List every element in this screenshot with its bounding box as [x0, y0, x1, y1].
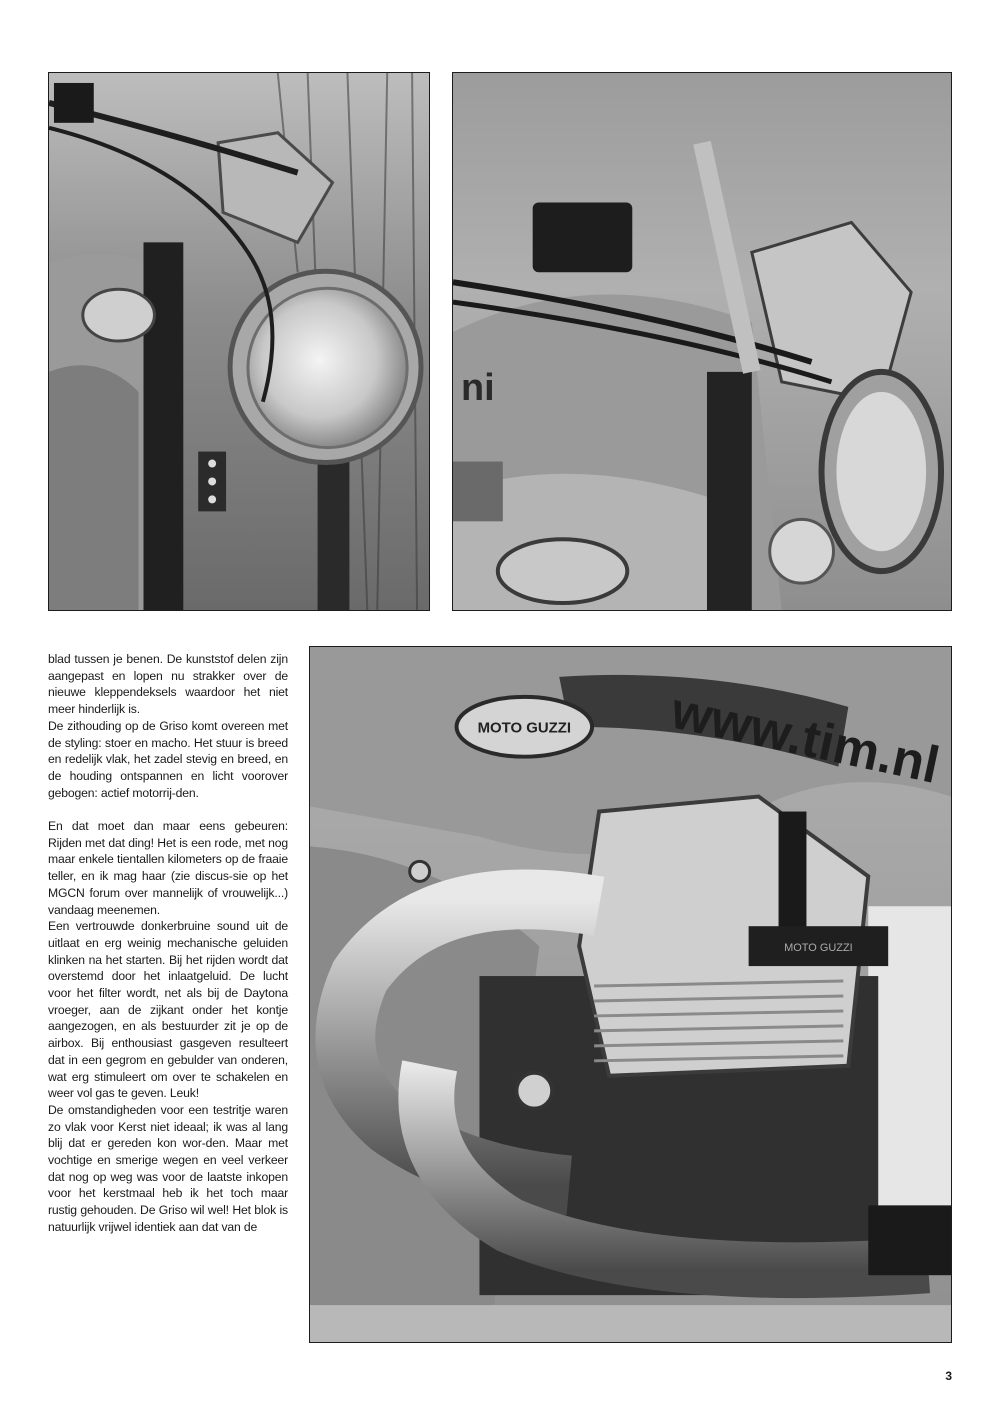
tank-lettering: ni: [460, 366, 495, 409]
article-paragraph: De zithouding op de Griso komt overeen met de styling: stoer en macho. Het stuur is breed en redelijk vlak, het zadel stevig en breed, en de houding ontspannen en licht voorover gebogen: actief motorrij-den.: [48, 718, 288, 800]
article-body: [48, 651, 288, 1236]
photo-handlebar-headlight: [452, 72, 952, 611]
moto-guzzi-badge: MOTO GUZZI: [477, 719, 572, 737]
page-number: 3: [945, 1369, 952, 1383]
article-paragraph: De omstandigheden voor een testritje waren zo vlak voor Kerst niet ideaal; ik was al lang blij dat er gereden kon wor-den. Maar met vochtige en smerige wegen en veel verkeer dat nog op weg was voor de laatste inkopen voor het kerstmaal heb ik het toch maar rustig gehouden. De Griso wil wel! Het blok is natuurlijk vrijwel identiek aan dat van de: [48, 1102, 288, 1234]
engine-cover-text: MOTO GUZZI: [784, 942, 853, 955]
engine-exhaust-image: [310, 647, 951, 1342]
photo-headlight-fork: [48, 72, 430, 611]
article-paragraph: blad tussen je benen. De kunststof delen zijn aangepast en lopen nu strakker over de nieuwe kleppendeksels waardoor het niet meer hinderlijk is.: [48, 652, 288, 717]
article-paragraph: Een vertrouwde donkerbruine sound uit de uitlaat en erg weinig mechanische geluiden klinken na het starten. Bij het rijden wordt dat overstemd door het inlaatgeluid. De lucht voor het filter wordt, net als bij de Daytona vroeger, aan de zijkant onder het kontje aangezogen, en als bestuurder zit je op de airbox. Bij enthousiast gasgeven resulteert dat in een gegrom en gebulder van onderen, wat erg stimuleert om over te schakelen en weer vol gas te geven. Leuk!: [48, 919, 288, 1101]
handlebar-headlight-image: [453, 73, 951, 610]
photo-engine-exhaust: [309, 646, 952, 1343]
headlight-fork-image: [49, 73, 429, 610]
article-paragraph: En dat moet dan maar eens gebeuren: Rijden met dat ding! Het is een rode, met nog maar enkele tientallen kilometers op de fraaie teller, en ik mag haar (zie discus-sie op het MGCN forum over mannelijk of vrouwelijk...) vandaag meenemen.: [48, 819, 288, 917]
fairing-banner-text: www.tim.nl: [666, 680, 945, 795]
